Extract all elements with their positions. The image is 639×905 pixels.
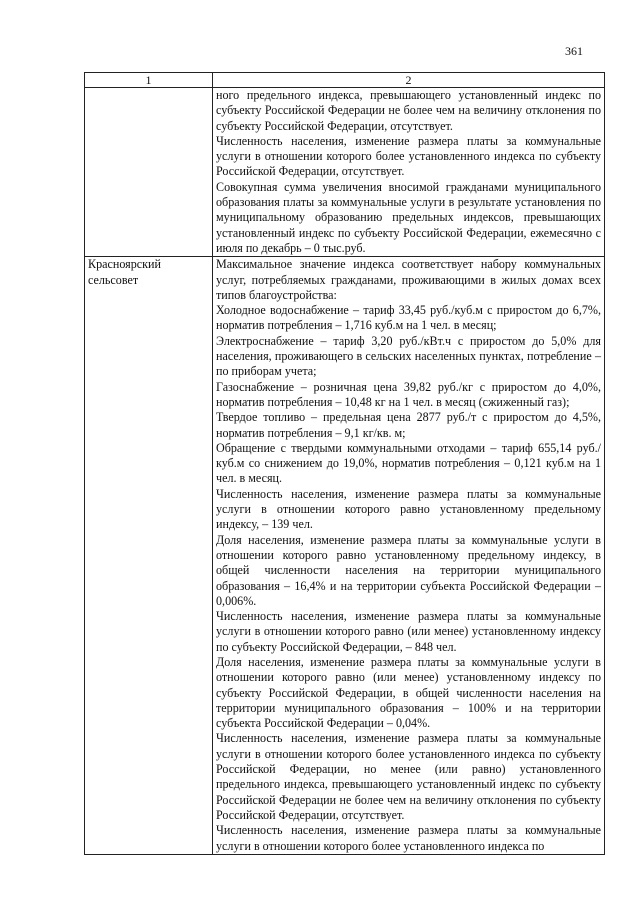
content-cell bbox=[213, 257, 605, 855]
content-cell bbox=[213, 88, 605, 257]
paragraph: Обращение с твердыми коммунальными отходами – тариф 655,14 руб./куб.м со снижением до 19,0%, норматив потребления – 0,121 куб.м на 1 чел. в месяц. bbox=[216, 440, 601, 486]
paragraph: Газоснабжение – розничная цена 39,82 руб./кг с приростом до 4,0%, норматив потребления – 10,48 кг на 1 чел. в месяц (сжиженный газ); bbox=[216, 379, 601, 409]
municipality-name-cell bbox=[85, 88, 213, 257]
paragraph: Холодное водоснабжение – тариф 33,45 руб./куб.м с приростом до 6,7%, норматив потребления – 1,716 куб.м на 1 чел. в месяц; bbox=[216, 303, 601, 333]
paragraph: Численность населения, изменение размера платы за коммунальные услуги в отношении которого более установленного индекса по субъекту Российской Федерации, отсутствует. bbox=[216, 133, 601, 179]
paragraph: Электроснабжение – тариф 3,20 руб./кВт.ч с приростом до 5,0% для населения, проживающего в сельских населенных пунктах, потребление – по приборам учета; bbox=[216, 333, 601, 379]
table-row bbox=[85, 88, 605, 257]
paragraph: ного предельного индекса, превышающего установленный индекс по субъекту Российской Федерации не более чем на величину отклонения по субъекту Российской Федерации, отсутствует. bbox=[216, 88, 601, 133]
paragraph: Численность населения, изменение размера платы за коммунальные услуги в отношении которого равно (или менее) установленному индексу по субъекту Российской Федерации, – 848 чел. bbox=[216, 609, 601, 654]
column-header-2: 2 bbox=[213, 73, 605, 88]
document-table bbox=[84, 72, 605, 855]
paragraph: Максимальное значение индекса соответствует набору коммунальных услуг, потребляемых гражданами, проживающими в жилых домах всех типов благоустройства: bbox=[216, 257, 601, 302]
paragraph: Совокупная сумма увеличения вносимой гражданами муниципального образования платы за коммунальные услуги в результате установления по муниципальному образованию предельных индексов, превышающих установленный индекс по субъекту Российской Федерации, ежемесячно с июля по декабрь – 0 тыс.руб. bbox=[216, 179, 601, 255]
municipality-name-cell: Красноярский сельсовет bbox=[85, 257, 213, 855]
page-number: 361 bbox=[565, 44, 583, 58]
table-row bbox=[85, 257, 605, 855]
table-header-row bbox=[85, 73, 605, 88]
paragraph: Доля населения, изменение размера платы за коммунальные услуги в отношении которого равно установленному предельному индексу, в общей численности населения на территории муниципального образования – 16,4% и на территории субъекта Российской Федерации – 0,006%. bbox=[216, 532, 601, 608]
paragraph: Твердое топливо – предельная цена 2877 руб./т с приростом до 4,5%, норматив потребления – 9,1 кг/кв. м; bbox=[216, 410, 601, 440]
paragraph: Доля населения, изменение размера платы за коммунальные услуги в отношении которого равно (или менее) установленному индексу по субъекту Российской Федерации, в общей численности населения на территории муниципального образования – 100% и на территории субъекта Российской Федерации – 0,04%. bbox=[216, 654, 601, 731]
column-header-1: 1 bbox=[85, 73, 213, 88]
paragraph: Численность населения, изменение размера платы за коммунальные услуги в отношении которого более установленного индекса по bbox=[216, 823, 601, 853]
paragraph: Численность населения, изменение размера платы за коммунальные услуги в отношении которого равно установленному предельному индексу, – 139 чел. bbox=[216, 486, 601, 532]
paragraph: Численность населения, изменение размера платы за коммунальные услуги в отношении которого более установленного индекса по субъекту Российской Федерации, но менее (или равно) установленного предельного индекса, превышающего установленный индекс по субъекту Российской Федерации не более чем на величину отклонения по субъекту Российской Федерации, отсутствует. bbox=[216, 731, 601, 822]
